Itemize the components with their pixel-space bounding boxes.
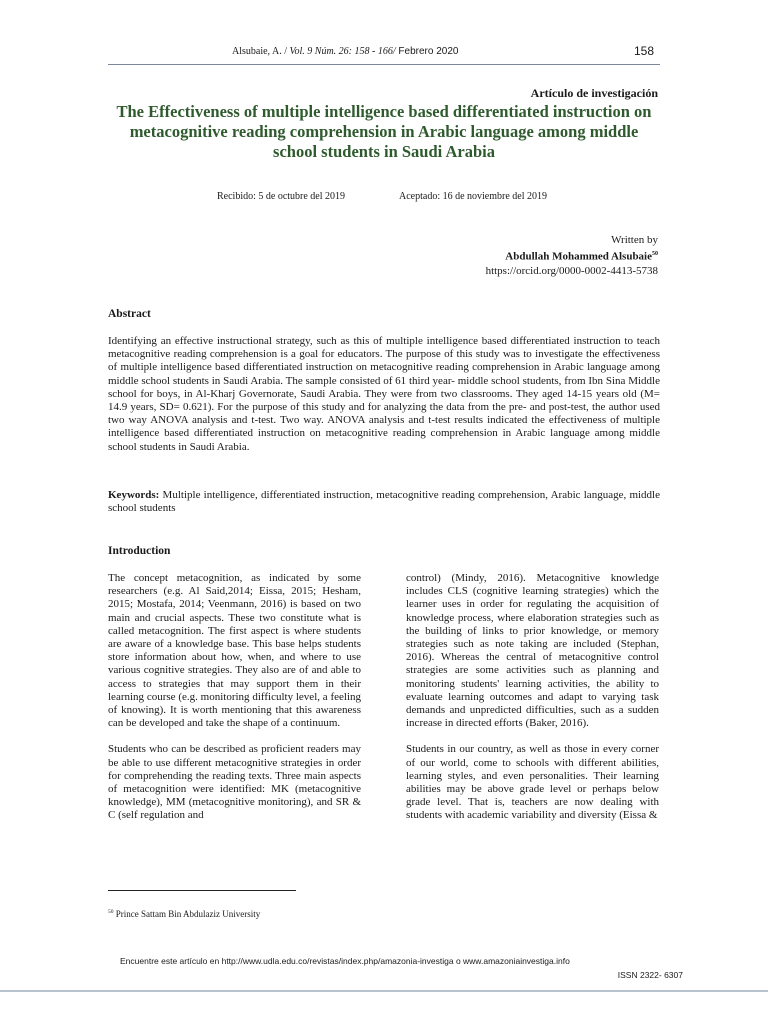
author-name: Abdullah Mohammed Alsubaie [505, 250, 652, 263]
footer-issn: ISSN 2322- 6307 [617, 970, 683, 980]
keywords [108, 489, 660, 515]
keywords-label: Keywords: [108, 489, 160, 501]
header-authors: Alsubaie, A. / [232, 46, 287, 57]
received-date: Recibido: 5 de octubre del 2019 [217, 191, 346, 202]
footnote [108, 909, 260, 919]
abstract-heading: Abstract [108, 308, 151, 320]
right-column [406, 572, 659, 836]
intro-paragraph-3: control) (Mindy, 2016). Metacognitive knowledge includes CLS (cognitive learning strategies) which the learner uses in order for regulating the acquisition of knowledge process, where elaboration strategies such as the building of links to prior knowledge, or memory strategies such as note taking are included (Stephan, 2016). Whereas the central of metacognitive control strategies are some activities such as planning and monitoring students' learning activities, the ability to evaluate learning outcomes and adapt to varying task demands and unpredicted difficulties, such as a sudden increase in directed efforts (Baker, 2016). [406, 572, 659, 730]
intro-paragraph-4: Students in our country, as well as those in every corner of our world, come to schools with different abilities, learning styles, and even personalities. Their learning abilities may be above grade level or perhaps below grade level. That is, teachers are now dealing with students with academic variability and diversity (Eissa & [406, 743, 659, 822]
header-volume: Vol. 9 Núm. 26: 158 - 166 [289, 46, 393, 57]
author-name-line [486, 247, 658, 264]
header-date: Febrero 2020 [395, 46, 459, 57]
footnote-mark: 50 [108, 909, 114, 915]
author-block [486, 233, 658, 278]
footnote-divider [108, 890, 296, 891]
author-orcid[interactable]: https://orcid.org/0000-0002-4413-5738 [485, 264, 658, 277]
article-title: The Effectiveness of multiple intelligence based differentiated instruction on metacognitive reading comprehension in Arabic language among middle school students in Saudi Arabia [116, 102, 652, 161]
article-type: Artículo de investigación [530, 86, 658, 100]
introduction-heading: Introduction [108, 545, 171, 557]
abstract-text: Identifying an effective instructional strategy, such as this of multiple intelligence based differentiated instruction to teach metacognitive reading comprehension is a goal for educators. The purpose of this study was to investigate the effectiveness of multiple intelligence based differentiated instruction on metacognitive reading comprehension in Arabic language among middle school students in Saudi Arabia. The sample consisted of 61 third year- middle school students, from Ibn Sina Middle school for boys, in Al-Kharj Governorate, Saudi Arabia. They were from two classrooms. They aged 14-15 years old (M= 14.9 years, SD= 0.621). For the purpose of this study and for analyzing the data from the pre- and post-test, the author used two way ANOVA analysis and t-test. Two way. ANOVA analysis and t-test results indicated the effectiveness of multiple intelligence based differentiated instruction on metacognitive reading comprehension in Arabic language among middle school students in Saudi Arabia. [108, 335, 660, 453]
intro-paragraph-1: The concept metacognition, as indicated by some researchers (e.g. Al Said,2014; Eissa, 2015; Hesham, 2015; Mostafa, 2014; Veenmann, 2016) is based on two main and crucial aspects. These two constitute what is called metacognition. The first aspect is where students are aware of a knowledge base. This base helps students store information about how, when, and where to use various cognitive strategies. They also are of and able to access to strategies that may support them in their learning course (e.g. monitoring difficulty level, a feeling of knowing). It is worth mentioning that this awareness can be developed and take the shape of a continuum. [108, 572, 361, 730]
intro-paragraph-2: Students who can be described as proficient readers may be able to use different metacognitive strategies in order for comprehending the reading texts. Three main aspects of metacognition were identified: MK (metacognitive knowledge), MM (metacognitive monitoring), and SR & C (self regulation and [108, 743, 361, 822]
footnote-text: Prince Sattam Bin Abdulaziz University [113, 909, 261, 919]
footer-divider [0, 990, 768, 992]
author-footnote-mark: 50 [652, 251, 658, 257]
keywords-list: Multiple intelligence, differentiated instruction, metacognitive reading comprehension, Arabic language, middle school students [108, 489, 660, 515]
header-divider [108, 64, 660, 65]
header-separator: / [392, 46, 396, 57]
left-column [108, 572, 361, 836]
footer-url-line[interactable]: Encuentre este artículo en http://www.udla.edu.co/revistas/index.php/amazonia-investiga o www.amazoniainvestiga.info [120, 956, 570, 966]
header-citation [232, 46, 458, 57]
page-number: 158 [633, 44, 654, 58]
accepted-date: Aceptado: 16 de noviembre del 2019 [399, 191, 548, 202]
written-by-label: Written by [611, 234, 658, 246]
